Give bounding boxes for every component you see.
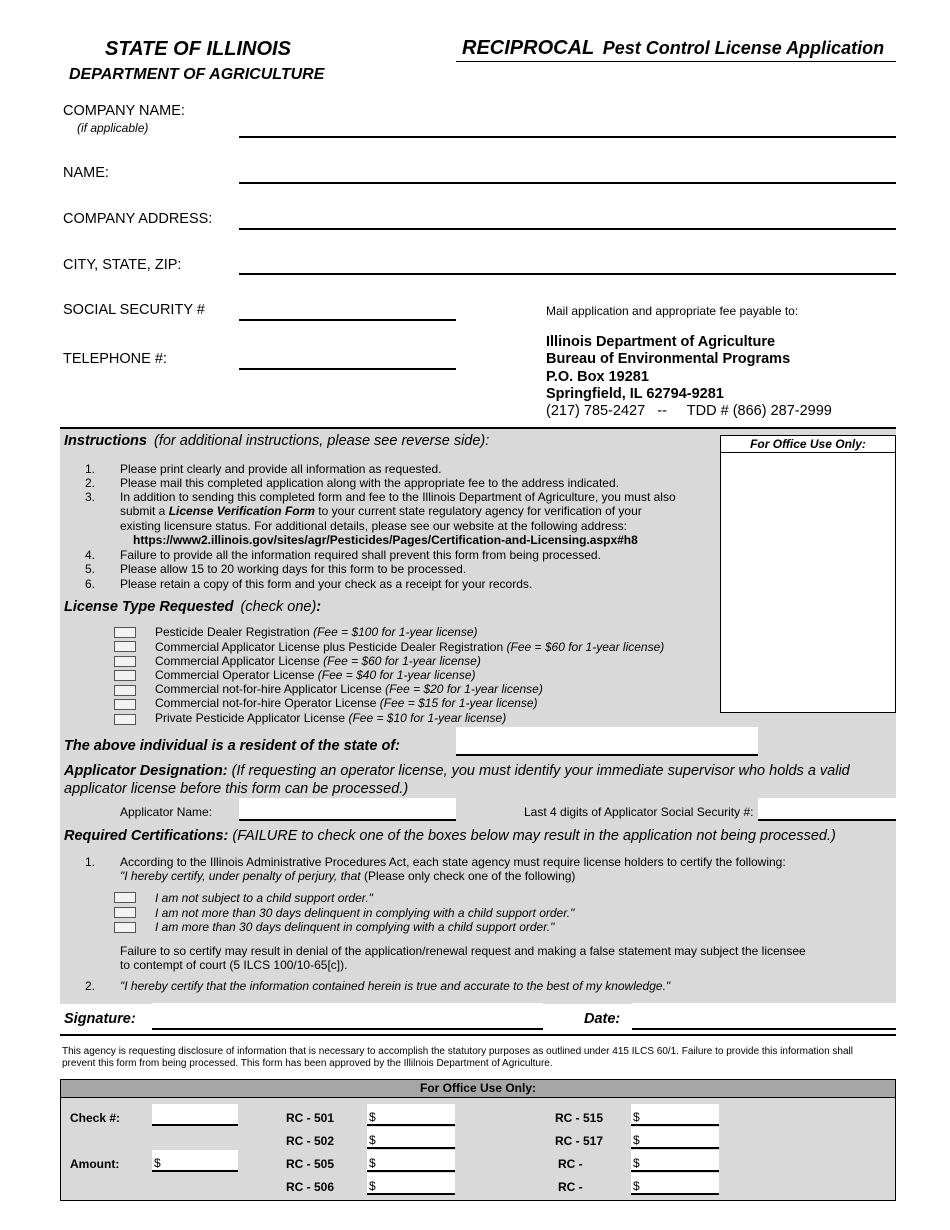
instruction-num-4: 4.: [85, 548, 96, 562]
check-number-field[interactable]: [152, 1104, 238, 1126]
rc-dollar: $: [633, 1133, 640, 1147]
designation-text-2: applicator license before this form can be processed.): [64, 781, 409, 797]
instruction-text-4: Failure to provide all the information required shall prevent this form from being processed.: [120, 548, 601, 562]
date-label: Date:: [584, 1011, 621, 1027]
check-number-label: Check #:: [70, 1111, 121, 1125]
rc-515-field[interactable]: [631, 1104, 719, 1126]
designation-line-1: [64, 763, 864, 779]
cert-text-1: According to the Illinois Administrative Procedures Act, each state agency must require license holders to certify the following:: [120, 855, 786, 869]
license-type-heading-colon: :: [316, 599, 322, 615]
signature-field[interactable]: [152, 1003, 543, 1030]
amount-dollar: $: [154, 1156, 161, 1170]
mail-intro: Mail application and appropriate fee payable to:: [546, 304, 799, 318]
certs-heading-note: (FAILURE to check one of the boxes below may result in the application not being processed.): [232, 828, 836, 844]
designation-heading: Applicator Designation:: [64, 763, 228, 779]
disclosure-text-1: This agency is requesting disclosure of information that is necessary to accomplish the statutory purposes as outlined under 415 ILCS 60/1. Failure to provide this information shall: [62, 1046, 853, 1057]
rc-label: RC -: [558, 1180, 583, 1194]
rc-dollar: $: [369, 1110, 376, 1124]
applicator-name-label: Applicator Name:: [120, 805, 213, 819]
rc-dollar: $: [633, 1110, 640, 1124]
cert-num-1: 1.: [85, 855, 96, 869]
license-option-nfh-applicator: [155, 682, 543, 696]
license-option-applicator-plus-dealer: [155, 640, 664, 654]
company-name-note: (if applicable): [77, 121, 149, 135]
rc-label: RC - 501: [286, 1111, 335, 1125]
license-label: Commercial Applicator License: [155, 654, 320, 668]
instructions-heading-text: Instructions: [64, 433, 147, 449]
instructions-heading: [64, 433, 489, 449]
rc-label: RC - 517: [555, 1134, 604, 1148]
license-option-commercial-applicator: [155, 654, 481, 668]
license-checkbox-commercial-operator[interactable]: [114, 670, 136, 681]
rc-dollar: $: [369, 1179, 376, 1193]
instruction-text-1: Please print clearly and provide all information as requested.: [120, 462, 442, 476]
instruction-num-3: 3.: [85, 490, 96, 504]
license-option-commercial-operator: [155, 668, 476, 682]
date-field[interactable]: [632, 1003, 896, 1030]
company-name-field[interactable]: [239, 118, 896, 138]
license-option-private: [155, 711, 506, 725]
instruction-3b-pre: submit a: [120, 504, 169, 518]
rc-label: RC - 515: [555, 1111, 604, 1125]
license-label: Pesticide Dealer Registration: [155, 625, 310, 639]
instruction-text-3b: [120, 504, 642, 518]
name-field[interactable]: [239, 164, 896, 184]
resident-state-field[interactable]: [456, 727, 758, 756]
office-use-table-title: For Office Use Only:: [61, 1080, 895, 1098]
cert-checkbox-delinquent[interactable]: [114, 922, 136, 933]
license-label: Commercial not-for-hire Operator License: [155, 696, 377, 710]
company-name-label: COMPANY NAME:: [63, 103, 185, 119]
license-checkbox-commercial-applicator[interactable]: [114, 656, 136, 667]
cert-num-2: 2.: [85, 979, 96, 993]
state-title: STATE OF ILLINOIS: [105, 38, 291, 60]
instruction-num-2: 2.: [85, 476, 96, 490]
mail-line-1: Illinois Department of Agriculture: [546, 334, 776, 350]
instruction-text-6: Please retain a copy of this form and your check as a receipt for your records.: [120, 577, 533, 591]
license-checkbox-dealer[interactable]: [114, 627, 136, 638]
license-fee: (Fee = $100 for 1-year license): [313, 625, 478, 639]
rc-dollar: $: [369, 1133, 376, 1147]
telephone-field[interactable]: [239, 350, 456, 370]
cert-option-not-delinquent: I am not more than 30 days delinquent in complying with a child support order.": [155, 906, 575, 920]
mail-line-5: (217) 785-2427 -- TDD # (866) 287-2999: [546, 403, 832, 419]
instruction-num-1: 1.: [85, 462, 96, 476]
rc-blank-field-2[interactable]: [631, 1173, 719, 1195]
mail-line-3: P.O. Box 19281: [546, 369, 649, 385]
cert-checkbox-not-subject[interactable]: [114, 892, 136, 903]
amount-label: Amount:: [70, 1157, 120, 1171]
license-checkbox-private[interactable]: [114, 714, 136, 725]
cert-quote: "I hereby certify, under penalty of perjury, that: [120, 869, 361, 883]
instruction-3b-post: to your current state regulatory agency for verification of your: [314, 504, 642, 518]
cert-option-delinquent: I am more than 30 days delinquent in complying with a child support order.": [155, 920, 555, 934]
license-fee: (Fee = $10 for 1-year license): [348, 711, 507, 725]
cert-option-not-subject: I am not subject to a child support order.": [155, 891, 373, 905]
office-use-box-title: For Office Use Only:: [721, 436, 895, 453]
ssn-field[interactable]: [239, 301, 456, 321]
city-state-zip-field[interactable]: [239, 255, 896, 275]
telephone-label: TELEPHONE #:: [63, 351, 167, 367]
rc-506-field[interactable]: [367, 1173, 455, 1195]
license-fee: (Fee = $60 for 1-year license): [323, 654, 481, 668]
applicator-ssn-label: Last 4 digits of Applicator Social Security #:: [524, 805, 754, 819]
rc-label: RC - 502: [286, 1134, 335, 1148]
office-use-box: [720, 435, 896, 713]
rc-blank-field-1[interactable]: [631, 1150, 719, 1172]
failure-text-1: Failure to so certify may result in denial of the application/renewal request and making a false statement may subject the licensee: [120, 944, 806, 958]
designation-text-1: (If requesting an operator license, you must identify your immediate supervisor who holds a valid: [231, 763, 850, 779]
rc-label: RC -: [558, 1157, 583, 1171]
license-label: Commercial Operator License: [155, 668, 315, 682]
rc-517-field[interactable]: [631, 1127, 719, 1149]
name-label: NAME:: [63, 165, 109, 181]
ssn-label: SOCIAL SECURITY #: [63, 302, 205, 318]
license-checkbox-applicator-plus-dealer[interactable]: [114, 641, 136, 652]
mail-line-4: Springfield, IL 62794-9281: [546, 386, 724, 402]
instructions-heading-note: (for additional instructions, please see reverse side):: [154, 433, 490, 449]
instruction-text-5: Please allow 15 to 20 working days for this form to be processed.: [120, 562, 467, 576]
rc-505-field[interactable]: [367, 1150, 455, 1172]
license-verification-form: License Verification Form: [168, 504, 315, 518]
license-type-heading-note: (check one): [240, 599, 317, 615]
rc-dollar: $: [369, 1156, 376, 1170]
form-title-rest: Pest Control License Application: [602, 38, 885, 58]
rc-label: RC - 505: [286, 1157, 335, 1171]
license-fee: (Fee = $40 for 1-year license): [317, 668, 476, 682]
form-title: [462, 37, 884, 60]
license-fee: (Fee = $20 for 1-year license): [385, 682, 543, 696]
rc-502-field[interactable]: [367, 1127, 455, 1149]
instruction-num-6: 6.: [85, 577, 96, 591]
license-label: Commercial not-for-hire Applicator License: [155, 682, 382, 696]
resident-label: The above individual is a resident of the state of:: [64, 738, 400, 754]
license-checkbox-nfh-applicator[interactable]: [114, 685, 136, 696]
license-type-heading: [64, 599, 321, 615]
disclosure-text-2: prevent this form from being processed. This form has been approved by the Illilnois Department of Agriculture.: [62, 1058, 553, 1069]
city-state-zip-label: CITY, STATE, ZIP:: [63, 257, 182, 273]
title-underline: [456, 61, 896, 62]
certs-heading-line: [64, 828, 836, 844]
license-type-heading-text: License Type Requested: [64, 599, 234, 615]
department-title: DEPARTMENT OF AGRICULTURE: [69, 66, 325, 83]
license-fee: (Fee = $60 for 1-year license): [506, 640, 665, 654]
instruction-num-5: 5.: [85, 562, 96, 576]
license-option-nfh-operator: [155, 696, 538, 710]
instruction-text-3: In addition to sending this completed form and fee to the Illinois Department of Agriculture, you must also: [120, 490, 676, 504]
company-address-label: COMPANY ADDRESS:: [63, 211, 213, 227]
failure-text-2: to contempt of court (5 ILCS 100/10-65[c]).: [120, 958, 348, 972]
applicator-ssn-field[interactable]: [758, 798, 896, 821]
instruction-text-2: Please mail this completed application along with the appropriate fee to the address indicated.: [120, 476, 619, 490]
license-option-dealer: [155, 625, 478, 639]
cert-text-2: "I hereby certify that the information contained herein is true and accurate to the best of my knowledge.": [120, 979, 671, 993]
license-checkbox-nfh-operator[interactable]: [114, 699, 136, 710]
instruction-text-3c: existing licensure status. For additional details, please see our website at the following address:: [120, 519, 627, 533]
form-title-reciprocal: RECIPROCAL: [462, 37, 595, 59]
license-fee: (Fee = $15 for 1-year license): [379, 696, 538, 710]
amount-field[interactable]: [152, 1150, 238, 1172]
office-use-table: [60, 1079, 896, 1201]
cert-checkbox-not-delinquent[interactable]: [114, 907, 136, 918]
rc-501-field[interactable]: [367, 1104, 455, 1126]
signature-label: Signature:: [64, 1011, 136, 1027]
cert-quote-note: (Please only check one of the following): [363, 869, 576, 883]
cert-quote-line: [120, 869, 575, 883]
license-label: Private Pesticide Applicator License: [155, 711, 346, 725]
certs-heading: Required Certifications:: [64, 828, 229, 844]
mail-line-2: Bureau of Environmental Programs: [546, 351, 791, 367]
rc-label: RC - 506: [286, 1180, 335, 1194]
signature-bottom-rule: [60, 1034, 896, 1036]
website-link[interactable]: https://www2.illinois.gov/sites/agr/Pesticides/Pages/Certification-and-Licensing.aspx#h8: [133, 533, 638, 547]
rc-dollar: $: [633, 1179, 640, 1193]
rc-dollar: $: [633, 1156, 640, 1170]
license-label: Commercial Applicator License plus Pesticide Dealer Registration: [155, 640, 504, 654]
company-address-field[interactable]: [239, 210, 896, 230]
applicator-name-field[interactable]: [239, 798, 456, 821]
